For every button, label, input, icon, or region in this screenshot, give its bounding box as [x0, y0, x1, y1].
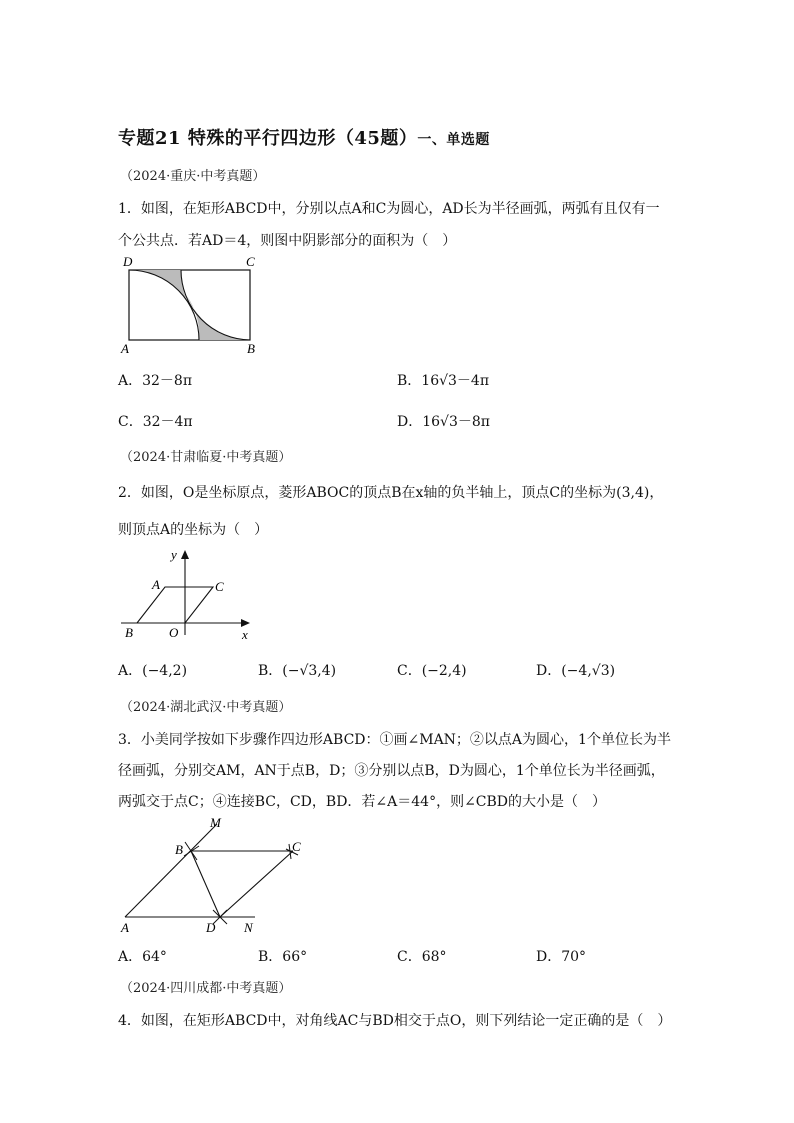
q1-label-d: D [123, 254, 133, 269]
q2-rhombus [137, 587, 213, 623]
q1-shaded-region-bottom [187, 296, 250, 340]
q3-label-m: M [210, 815, 221, 830]
q3-option-d[interactable]: D．70° [536, 949, 587, 965]
q2-label-a: A [152, 577, 160, 592]
q2-option-a[interactable]: A．(−4,2) [118, 663, 188, 679]
q3-ray-am [125, 824, 217, 917]
q3-option-b[interactable]: B．66° [258, 949, 308, 965]
q1-option-d[interactable]: D．16√3－8π [397, 414, 490, 430]
q2-label-y: y [171, 547, 177, 562]
q1-stem-line1: 1．如图，在矩形ABCD中，分别以点A和C为圆心，AD长为半径画弧，两弧有且仅有一 [118, 201, 660, 217]
q1-source: （2024·重庆·中考真题） [120, 169, 266, 184]
q3-option-a[interactable]: A．64° [118, 949, 167, 965]
q3-segment-bd [191, 851, 220, 917]
q1-stem-line2: 个公共点．若AD＝4，则图中阴影部分的面积为（ ） [118, 233, 457, 249]
q2-option-c[interactable]: C．(−2,4) [397, 663, 467, 679]
q3-label-a: A [121, 920, 129, 935]
q2-stem-line2: 则顶点A的坐标为（ ） [118, 522, 269, 538]
q1-shaded-region-top [129, 270, 195, 314]
q1-arc-a [129, 270, 199, 340]
q3-stem-line2: 径画弧，分别交AM，AN于点B，D；③分别以点B，D为圆心，1个单位长为半径画弧， [118, 763, 665, 779]
q1-option-c[interactable]: C．32－4π [118, 414, 193, 430]
q1-label-b: B [247, 341, 255, 356]
q2-option-d[interactable]: D．(−4,√3) [536, 663, 616, 679]
q1-figure [115, 252, 265, 357]
q1-label-c: C [246, 254, 255, 269]
title-text: 专题21 特殊的平行四边形（45题） [118, 128, 418, 149]
q1-label-a: A [121, 341, 129, 356]
q3-figure [115, 812, 315, 940]
q3-segment-cd [220, 851, 293, 917]
q2-figure [115, 543, 260, 643]
q3-label-c: C [292, 839, 301, 854]
q3-stem-line3: 两弧交于点C；④连接BC，CD，BD．若∠A＝44°，则∠CBD的大小是（ ） [118, 794, 607, 810]
q2-source: （2024·甘肃临夏·中考真题） [120, 450, 292, 465]
q1-option-b[interactable]: B．16√3－4π [397, 373, 490, 389]
q4-source: （2024·四川成都·中考真题） [120, 981, 292, 996]
q1-arc-c [181, 270, 250, 340]
q3-source: （2024·湖北武汉·中考真题） [120, 700, 292, 715]
q3-label-d: D [206, 920, 216, 935]
q2-y-arrow [181, 550, 189, 559]
q4-stem-line1: 4．如图，在矩形ABCD中，对角线AC与BD相交于点O，则下列结论一定正确的是（ ） [118, 1013, 672, 1029]
q2-label-o: O [169, 625, 179, 640]
q1-option-a[interactable]: A．32－8π [118, 373, 193, 389]
q2-stem-line1: 2．如图，O是坐标原点，菱形ABOC的顶点B在x轴的负半轴上，顶点C的坐标为(3,4)， [118, 485, 664, 501]
q2-label-b: B [125, 625, 133, 640]
q3-stem-line1: 3．小美同学按如下步骤作四边形ABCD：①画∠MAN；②以点A为圆心，1个单位长为半 [118, 732, 671, 748]
q2-label-x: x [242, 627, 248, 642]
q3-label-b: B [175, 842, 183, 857]
q2-x-arrow [241, 619, 250, 627]
q3-option-c[interactable]: C．68° [397, 949, 447, 965]
section-heading: 一、单选题 [417, 132, 490, 148]
page-title [118, 124, 490, 150]
q2-option-b[interactable]: B．(−√3,4) [258, 663, 337, 679]
q3-label-n: N [244, 920, 253, 935]
q2-label-c: C [215, 579, 224, 594]
